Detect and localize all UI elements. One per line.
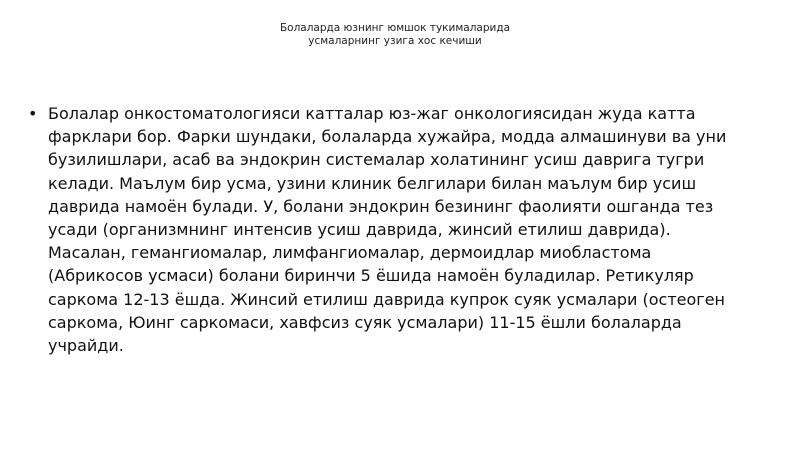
text-line: учрайди. — [48, 336, 124, 356]
slide-title-line: Болаларда юзнинг юмшок тукималарида — [279, 22, 511, 34]
bullet-item — [28, 102, 748, 357]
text-line: усади (организмнинг интенсив усиш даврида, жинсий етилиш даврида). — [48, 220, 671, 240]
text-line: фарклари бор. Фарки шундаки, болаларда хужайра, модда алмашинуви ва уни — [48, 127, 727, 147]
text-line: (Абрикосов усмаси) болани биринчи 5 ёшида намоён буладилар. Ретикуляр — [48, 266, 694, 286]
text-line: келади. Маълум бир усма, узини клиник белгилари билан маълум бир усиш — [48, 173, 697, 193]
bullet-dot-icon: • — [28, 104, 38, 123]
slide-title-line: усмаларнинг узига хос кечиши — [308, 35, 482, 47]
slide-title — [200, 22, 590, 48]
text-line: Болалар онкостоматологияси катталар юз-жаг онкологиясидан жуда катта — [48, 104, 696, 123]
bullet-text — [48, 102, 748, 357]
text-line: даврида намоён булади. У, болани эндокрин безининг фаолияти ошганда тез — [48, 196, 714, 216]
text-line: саркома, Юинг саркомаси, хавфсиз суяк усмалари) 11-15 ёшли болаларда — [48, 312, 682, 332]
text-line: бузилишлари, асаб ва эндокрин системалар холатининг усиш даврига тугри — [48, 150, 705, 170]
bullet-list — [28, 102, 748, 357]
text-line: Масалан, гемангиомалар, лимфангиомалар, дермоидлар миобластома — [48, 243, 652, 263]
text-line: саркома 12-13 ёшда. Жинсий етилиш даврида купрок суяк усмалари (остеоген — [48, 289, 725, 309]
